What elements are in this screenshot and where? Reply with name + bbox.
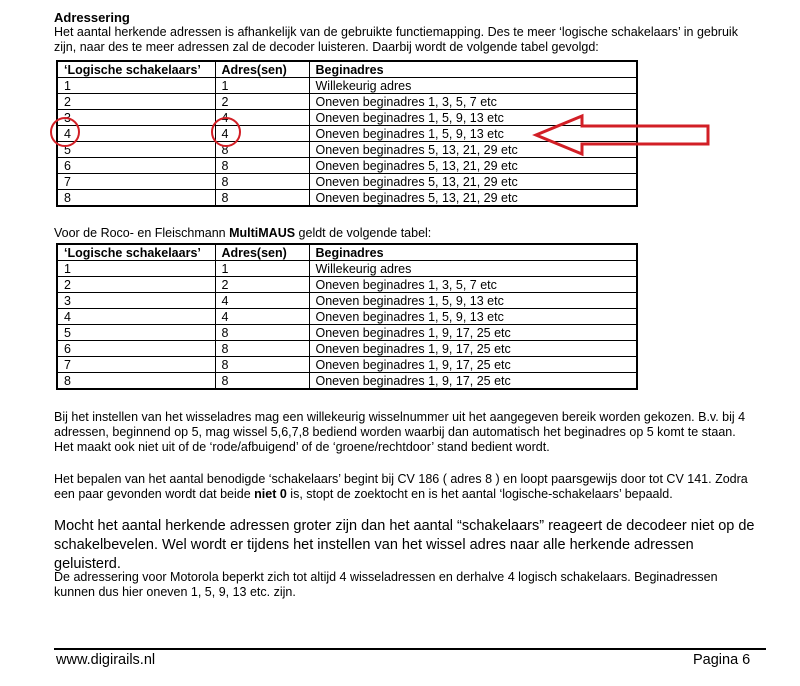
multimaus-label: MultiMAUS — [229, 226, 296, 240]
annotation-arrow-icon — [532, 112, 712, 158]
cell: Oneven beginadres 1, 9, 17, 25 etc — [309, 325, 637, 341]
cell: Oneven beginadres 1, 5, 9, 13 etc — [309, 126, 637, 142]
cell: Oneven beginadres 1, 5, 9, 13 etc — [309, 309, 637, 325]
header-start-address: Beginadres — [309, 244, 637, 261]
roco-intro-suffix: geldt de volgende tabel: — [295, 226, 432, 240]
cell: Oneven beginadres 1, 3, 5, 7 etc — [309, 94, 637, 110]
cell: 1 — [57, 261, 215, 277]
cell: 7 — [57, 357, 215, 373]
cell: Oneven beginadres 1, 9, 17, 25 etc — [309, 357, 637, 373]
cv-text-bold: niet 0 — [254, 487, 287, 501]
table-row — [57, 261, 637, 277]
table-row — [57, 277, 637, 293]
table-multimaus — [56, 243, 638, 390]
footer-divider — [54, 648, 766, 650]
cell: Oneven beginadres 1, 5, 9, 13 etc — [309, 110, 637, 126]
cell: Willekeurig adres — [309, 78, 637, 94]
cell: Oneven beginadres 1, 5, 9, 13 etc — [309, 293, 637, 309]
cell: 6 — [57, 158, 215, 174]
table-row — [57, 357, 637, 373]
table-row — [57, 293, 637, 309]
cell: 6 — [57, 341, 215, 357]
annotation-circle-address — [211, 117, 241, 147]
cell: 8 — [215, 357, 309, 373]
cell: 8 — [215, 142, 309, 158]
cell: Oneven beginadres 5, 13, 21, 29 etc — [309, 190, 637, 207]
cell: 8 — [57, 190, 215, 207]
roco-intro — [54, 226, 754, 241]
table-row — [57, 325, 637, 341]
cell: Oneven beginadres 5, 13, 21, 29 etc — [309, 158, 637, 174]
cell: 3 — [57, 293, 215, 309]
cell: Willekeurig adres — [309, 261, 637, 277]
cell: 1 — [215, 261, 309, 277]
cell: 3 — [57, 110, 215, 126]
cell: 1 — [57, 78, 215, 94]
cell: 8 — [215, 158, 309, 174]
cell: 1 — [215, 78, 309, 94]
cell: 8 — [215, 341, 309, 357]
cell: 2 — [57, 94, 215, 110]
table-header-row — [57, 61, 637, 78]
header-logical-switches: ‘Logische schakelaars’ — [57, 61, 215, 78]
cv-text-suffix: is, stopt de zoektocht en is het aantal ‘logische-schakelaars’ bepaald. — [286, 487, 673, 501]
cell: 5 — [57, 325, 215, 341]
cell: 4 — [215, 126, 309, 142]
paragraph-address-warning: Mocht het aantal herkende adressen groter zijn dan het aantal “schakelaars” reageert de decodeer niet op de schakelbevelen. Wel wordt er tijdens het instellen van het wissel adres naar alle herkende adressen geluisterd. — [54, 518, 755, 572]
roco-intro-prefix: Voor de Roco- en Fleischmann — [54, 226, 230, 240]
cell: 4 — [215, 309, 309, 325]
table-row — [57, 309, 637, 325]
cell: 2 — [57, 277, 215, 293]
cell: 4 — [215, 293, 309, 309]
table-row — [57, 94, 637, 110]
table-header-row — [57, 244, 637, 261]
intro-paragraph: Het aantal herkende adressen is afhankelijk van de gebruikte functiemapping. Des te meer ‘logische schakelaars’ in gebruik zijn, naar des te meer adressen zal de decoder luisteren. Daarbij wordt de volgende tabel gevolgd: — [54, 25, 738, 54]
header-addresses: Adres(sen) — [215, 244, 309, 261]
cv-text-prefix: Het bepalen van het aantal benodigde ‘schakelaars’ begint bij CV 186 ( adres 8 ) en loopt paarsgewijs door tot CV 141. Zodra een paar gevonden wordt dat beide — [54, 472, 748, 501]
cell: 4 — [57, 309, 215, 325]
cell: Oneven beginadres 1, 9, 17, 25 etc — [309, 373, 637, 390]
cell: 7 — [57, 174, 215, 190]
paragraph-switch-address: Bij het instellen van het wisseladres mag een willekeurig wisselnummer uit het aangegeven bereik worden gekozen. B.v. bij 4 adressen, beginnend op 5, mag wissel 5,6,7,8 bediend worden waarbij dan automatisch het beginadres op 5 komt te staan. Het maakt ook niet uit of de ‘rode/afbuigend’ of de ‘groene/rechtdoor’ stand bedient wordt. — [54, 410, 746, 454]
paragraph-cv-detection — [54, 472, 754, 502]
cell: 2 — [215, 277, 309, 293]
cell: 5 — [57, 142, 215, 158]
cell: 4 — [215, 110, 309, 126]
header-logical-switches: ‘Logische schakelaars’ — [57, 244, 215, 261]
footer-page-number: Pagina 6 — [693, 652, 751, 668]
cell: 8 — [215, 325, 309, 341]
table-row — [57, 190, 637, 207]
cell: 8 — [215, 190, 309, 207]
cell: Oneven beginadres 1, 9, 17, 25 etc — [309, 341, 637, 357]
paragraph-motorola: De adressering voor Motorola beperkt zich tot altijd 4 wisseladressen en derhalve 4 logisch schakelaars. Beginadressen kunnen dus hier oneven 1, 5, 9, 13 etc. zijn. — [54, 570, 718, 599]
header-addresses: Adres(sen) — [215, 61, 309, 78]
table-row — [57, 373, 637, 390]
cell: 8 — [57, 373, 215, 390]
table-row — [57, 158, 637, 174]
table-row — [57, 78, 637, 94]
cell: 8 — [215, 174, 309, 190]
table-row — [57, 341, 637, 357]
cell: Oneven beginadres 1, 3, 5, 7 etc — [309, 277, 637, 293]
table-row — [57, 174, 637, 190]
cell: 8 — [215, 373, 309, 390]
annotation-circle-logical — [50, 117, 80, 147]
cell: 4 — [57, 126, 215, 142]
cell: Oneven beginadres 5, 13, 21, 29 etc — [309, 142, 637, 158]
section-heading: Adressering — [54, 10, 130, 25]
header-start-address: Beginadres — [309, 61, 637, 78]
footer-website: www.digirails.nl — [56, 652, 156, 668]
cell: Oneven beginadres 5, 13, 21, 29 etc — [309, 174, 637, 190]
cell: 2 — [215, 94, 309, 110]
